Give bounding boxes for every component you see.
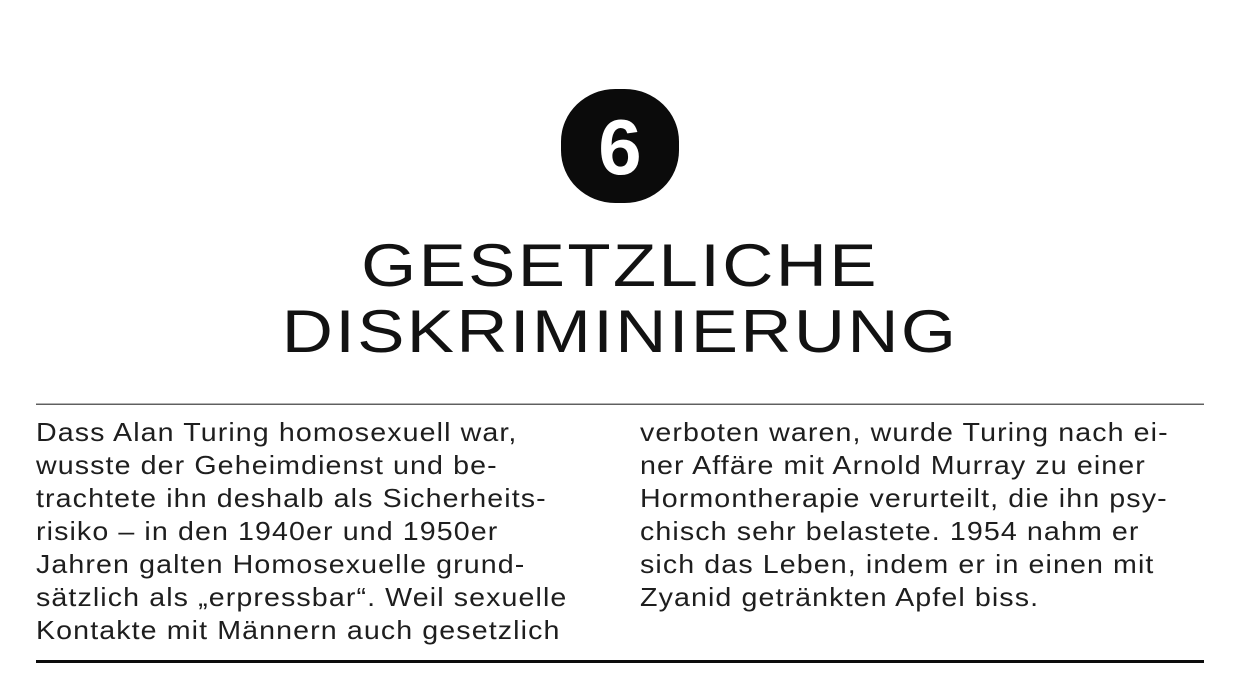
text-line: sätzlich als „erpressbar“. Weil sexuelle: [36, 582, 568, 612]
chapter-title: [0, 233, 1240, 365]
top-divider-rule: [36, 403, 1204, 405]
chapter-title-line-2: DISKRIMINIERUNG: [281, 298, 959, 365]
text-line: wusste der Geheimdienst und be-: [36, 450, 498, 480]
text-line: Dass Alan Turing homosexuell war,: [36, 417, 518, 447]
text-line: verboten waren, wurde Turing nach ei-: [640, 417, 1169, 447]
chapter-number: 6: [598, 103, 642, 191]
text-line: risiko – in den 1940er und 1950er: [36, 516, 499, 546]
chapter-title-line-1: GESETZLICHE: [361, 232, 879, 299]
text-line: ner Affäre mit Arnold Murray zu einer: [640, 450, 1146, 480]
text-line: Kontakte mit Männern auch gesetzlich: [36, 615, 561, 645]
text-line: Zyanid getränkten Apfel biss.: [640, 582, 1040, 612]
right-column: [640, 416, 1240, 614]
text-line: sich das Leben, indem er in einen mit: [640, 549, 1155, 579]
text-line: trachtete ihn deshalb als Sicherheits-: [36, 483, 547, 513]
left-column: [36, 416, 661, 647]
text-line: Jahren galten Homosexuelle grund-: [36, 549, 526, 579]
bottom-divider-rule: [36, 660, 1204, 663]
text-line: Hormontherapie verurteilt, die ihn psy-: [640, 483, 1168, 513]
text-line: chisch sehr belastete. 1954 nahm er: [640, 516, 1140, 546]
chapter-number-badge: [561, 89, 679, 203]
